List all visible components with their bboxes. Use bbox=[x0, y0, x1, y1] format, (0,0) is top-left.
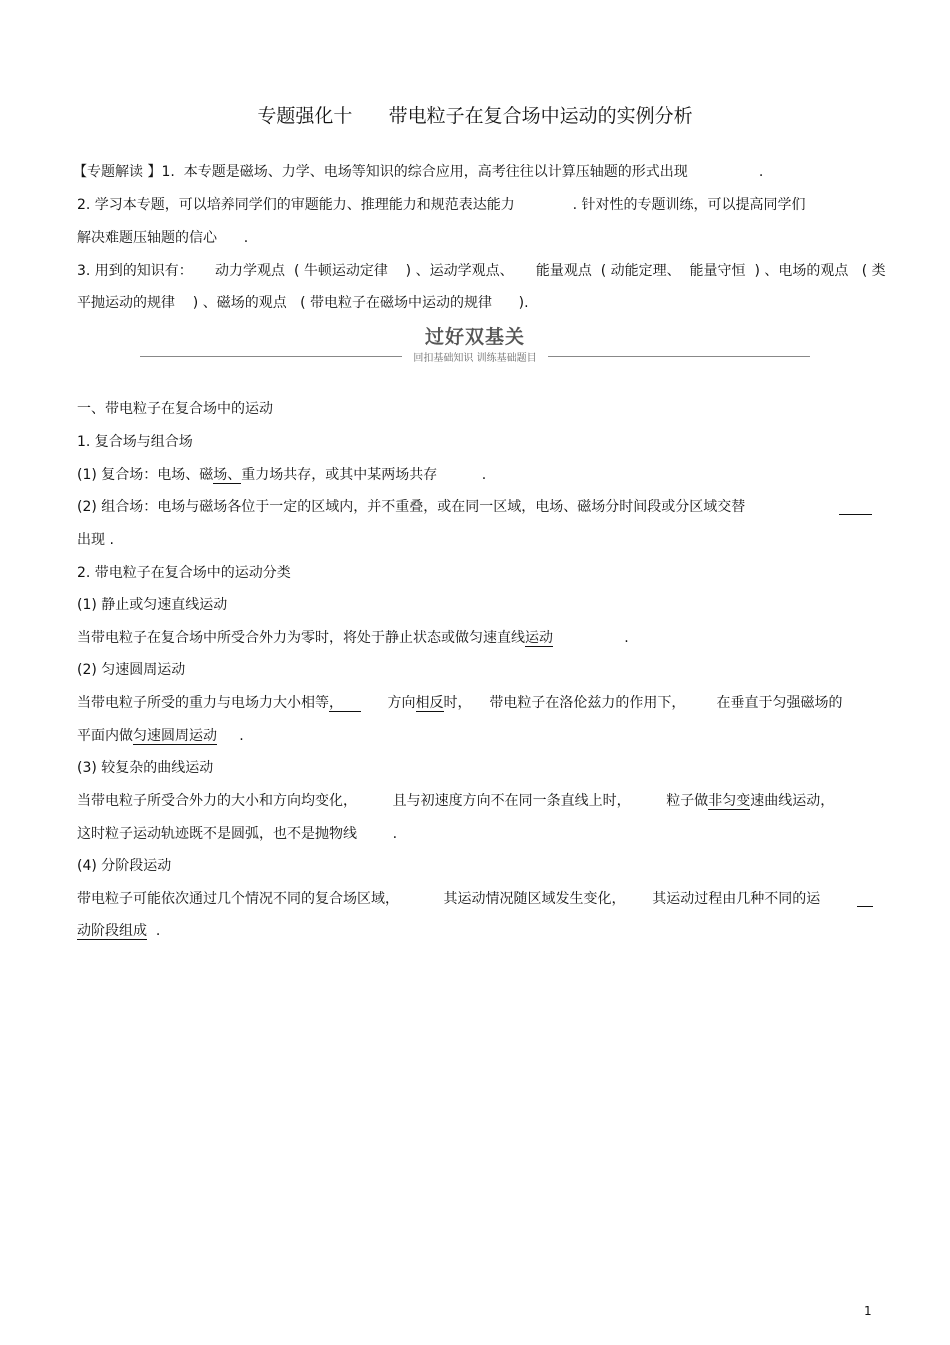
underlined-answer: 匀速圆周运动 bbox=[133, 728, 217, 744]
section-banner bbox=[140, 322, 810, 366]
underlined-answer: 非匀变 bbox=[708, 793, 751, 809]
intro-line-1: 【专题解读 】1. 本专题是磁场、力学、电场等知识的综合应用，高考往往以计算压轴题的形式出现 . bbox=[73, 164, 764, 180]
motion-type-3-text-2: 这时粒子运动轨迹既不是圆弧，也不是抛物线 . bbox=[77, 826, 398, 842]
motion-type-2-heading: (2) 匀速圆周运动 bbox=[77, 662, 186, 678]
banner-title: 过好双基关 bbox=[424, 326, 525, 348]
intro-line-3: 解决难题压轴题的信心 . bbox=[77, 230, 249, 246]
motion-type-3-text-1 bbox=[77, 791, 834, 811]
underlined-answer: 相反 bbox=[415, 695, 444, 711]
answer-blank bbox=[343, 695, 361, 712]
answer-blank bbox=[839, 500, 872, 515]
underlined-answer: 运动 bbox=[525, 630, 553, 646]
intro-line-5: 平抛运动的规律 ) 、磁场的观点 ( 带电粒子在磁场中运动的规律 ). bbox=[77, 295, 529, 311]
text-run: (2) 组合场：电场与磁场各位于一定的区域内，并不重叠，或在同一区域，电场、磁场分时间段或分区域交替 bbox=[77, 499, 746, 515]
motion-type-1-text bbox=[77, 628, 629, 648]
motion-type-3-heading: (3) 较复杂的曲线运动 bbox=[77, 760, 214, 776]
banner-subtitle: 回扣基础知识 训练基础题目 bbox=[413, 353, 537, 364]
text-run: 当带电粒子在复合场中所受合外力为零时，将处于静止状态或做匀速直线 bbox=[77, 630, 525, 646]
underlined-answer: 动阶段组成 bbox=[77, 923, 147, 939]
text-run: 时， 带电粒子在洛伦兹力的作用下， 在垂直于匀强磁场的 bbox=[443, 695, 843, 711]
text-run: 当带电粒子所受合外力的大小和方向均变化， 且与初速度方向不在同一条直线上时， 粒子做 bbox=[77, 793, 709, 809]
motion-type-4-heading: (4) 分阶段运动 bbox=[77, 858, 172, 874]
paragraph-combined-field-end: 出现 . bbox=[77, 532, 114, 548]
paragraph-composite-field bbox=[77, 465, 486, 485]
text-run: (1) 复合场：电场、磁 bbox=[77, 467, 214, 483]
page-title: 专题强化十 带电粒子在复合场中运动的实例分析 bbox=[257, 105, 693, 127]
motion-type-2-text-1 bbox=[77, 693, 842, 713]
text-run: . bbox=[553, 630, 629, 646]
underlined-answer: ， bbox=[329, 695, 343, 711]
text-run: 速曲线运动， bbox=[750, 793, 835, 809]
text-run: . bbox=[147, 923, 161, 939]
banner-rule-left bbox=[140, 356, 402, 357]
text-run: 当带电粒子所受的重力与电场力大小相等 bbox=[77, 695, 329, 711]
section-heading-1: 一、带电粒子在复合场中的运动 bbox=[77, 401, 273, 417]
page-number: 1 bbox=[864, 1304, 872, 1318]
paragraph-combined-field bbox=[77, 497, 745, 517]
subheading-1-1: 1. 复合场与组合场 bbox=[77, 434, 193, 450]
intro-line-2: 2. 学习本专题，可以培养同学们的审题能力、推理能力和规范表达能力 . 针对性的专题训练，可以提高同学们 bbox=[77, 197, 806, 213]
banner-rule-right bbox=[548, 356, 810, 357]
text-run: 重力场共存，或其中某两场共存 . bbox=[241, 467, 487, 483]
intro-line-4: 3. 用到的知识有： 动力学观点 ( 牛顿运动定律 ) 、运动学观点、 能量观点 ( 动能定理、 能量守恒 ) 、电场的观点 ( 类 bbox=[77, 263, 886, 279]
subheading-1-2: 2. 带电粒子在复合场中的运动分类 bbox=[77, 565, 291, 581]
motion-type-4-text-1: 带电粒子可能依次通过几个情况不同的复合场区域， 其运动情况随区域发生变化， 其运动过程由几种不同的运 bbox=[77, 891, 821, 907]
answer-blank bbox=[857, 892, 873, 907]
motion-type-2-text-2 bbox=[77, 726, 244, 746]
text-run: 平面内做 bbox=[77, 728, 133, 744]
motion-type-4-text-2 bbox=[77, 921, 160, 941]
underlined-answer: 场、 bbox=[213, 467, 242, 483]
motion-type-1-heading: (1) 静止或匀速直线运动 bbox=[77, 597, 228, 613]
text-run: . bbox=[217, 728, 244, 744]
text-run: 方向 bbox=[360, 695, 416, 711]
